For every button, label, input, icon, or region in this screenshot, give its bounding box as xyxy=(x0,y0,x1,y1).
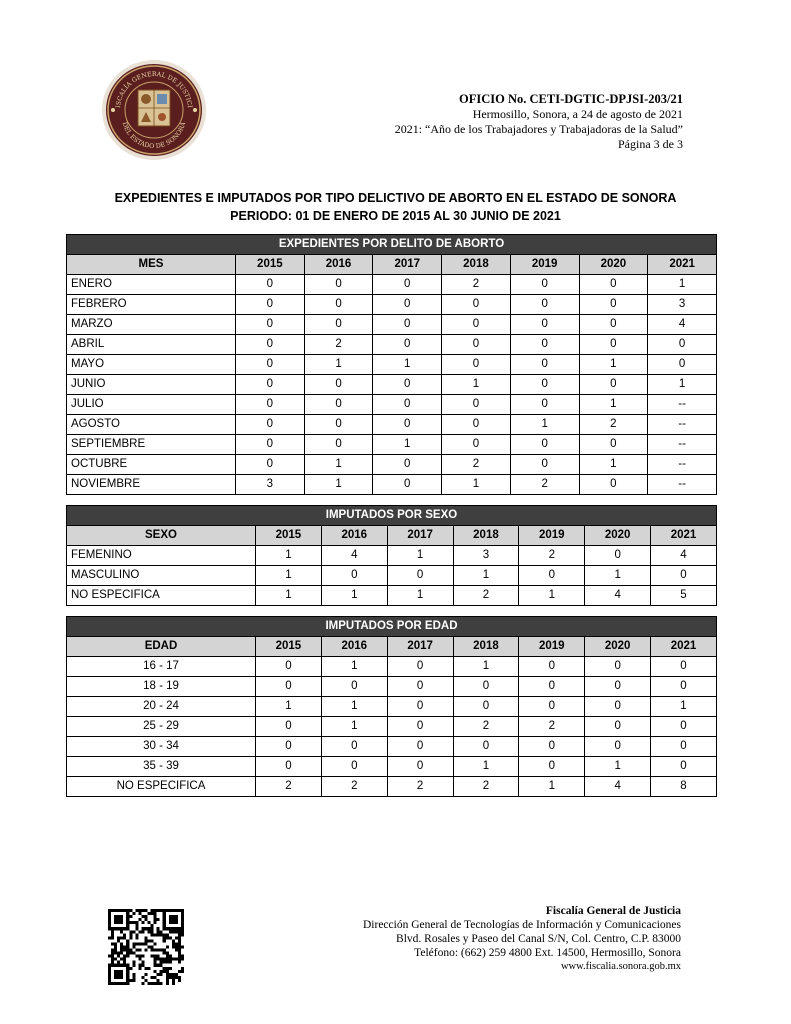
table-cell: 0 xyxy=(442,395,511,415)
table-cell: 1 xyxy=(579,355,648,375)
year-header: 2017 xyxy=(387,526,453,546)
qr-code xyxy=(108,909,184,985)
table-row xyxy=(67,315,717,335)
table-cell: 0 xyxy=(510,395,579,415)
table-cell: 0 xyxy=(510,355,579,375)
table-cell: 1 xyxy=(373,435,442,455)
table-cell: 1 xyxy=(519,586,585,606)
row-label: NOVIEMBRE xyxy=(67,475,236,495)
table-cell: 1 xyxy=(579,395,648,415)
table-cell: 2 xyxy=(256,777,322,797)
column-header: EDAD xyxy=(67,637,256,657)
table-cell: 0 xyxy=(510,435,579,455)
place-date: Hermosillo, Sonora, a 24 de agosto de 2021 xyxy=(472,107,683,121)
table-cell: 5 xyxy=(651,586,717,606)
table-cell: 0 xyxy=(442,415,511,435)
table-cell: 0 xyxy=(442,355,511,375)
table-cell: 1 xyxy=(648,375,717,395)
table-row xyxy=(67,335,717,355)
row-label: OCTUBRE xyxy=(67,455,236,475)
table-cell: 1 xyxy=(585,757,651,777)
row-label: MARZO xyxy=(67,315,236,335)
table-cell: 0 xyxy=(373,455,442,475)
table-cell: 0 xyxy=(373,315,442,335)
table-cell: 0 xyxy=(236,295,305,315)
table-row xyxy=(67,375,717,395)
imputados-sexo-table xyxy=(66,505,717,606)
table-cell: 0 xyxy=(304,415,373,435)
table-cell: 2 xyxy=(304,335,373,355)
table-cell: 0 xyxy=(256,757,322,777)
table-cell: 0 xyxy=(236,335,305,355)
table-cell: 0 xyxy=(387,697,453,717)
table-cell: 2 xyxy=(442,455,511,475)
table-cell: 0 xyxy=(304,395,373,415)
report-title-line1: EXPEDIENTES E IMPUTADOS POR TIPO DELICTIVO DE ABORTO EN EL ESTADO DE SONORA xyxy=(114,191,677,205)
table-cell: 0 xyxy=(585,697,651,717)
table-cell: 0 xyxy=(510,275,579,295)
table-cell: 0 xyxy=(651,737,717,757)
table-cell: 0 xyxy=(519,657,585,677)
table-cell: 2 xyxy=(442,275,511,295)
table-cell: 0 xyxy=(510,295,579,315)
svg-text:DEL ESTADO DE SONORA: DEL ESTADO DE SONORA xyxy=(120,121,188,151)
table-cell: 0 xyxy=(387,677,453,697)
year-header: 2017 xyxy=(373,255,442,275)
table-row xyxy=(67,697,717,717)
year-header: 2021 xyxy=(651,526,717,546)
table-cell: 0 xyxy=(321,757,387,777)
table-cell: 4 xyxy=(651,546,717,566)
report-title xyxy=(0,189,791,225)
table-row xyxy=(67,415,717,435)
table-row xyxy=(67,717,717,737)
table-cell: 0 xyxy=(585,717,651,737)
table-row xyxy=(67,737,717,757)
row-label: MASCULINO xyxy=(67,566,256,586)
table-cell: 0 xyxy=(579,335,648,355)
year-header: 2017 xyxy=(387,637,453,657)
table-row xyxy=(67,677,717,697)
table-cell: 2 xyxy=(453,717,519,737)
table-cell: 0 xyxy=(585,737,651,757)
table-cell: 0 xyxy=(373,475,442,495)
table-cell: 0 xyxy=(373,395,442,415)
year-header: 2016 xyxy=(321,526,387,546)
table-cell: 0 xyxy=(579,315,648,335)
year-header: 2020 xyxy=(585,637,651,657)
table-cell: 1 xyxy=(321,586,387,606)
table-cell: 1 xyxy=(256,546,322,566)
table-cell: 0 xyxy=(373,295,442,315)
table-cell: 0 xyxy=(519,697,585,717)
table-cell: 1 xyxy=(453,657,519,677)
table-cell: 0 xyxy=(442,435,511,455)
fiscalia-seal-logo xyxy=(100,58,208,162)
table-cell: 0 xyxy=(236,355,305,375)
table-cell: 0 xyxy=(387,717,453,737)
table-cell: 0 xyxy=(304,315,373,335)
row-label: JULIO xyxy=(67,395,236,415)
table-cell: 0 xyxy=(373,415,442,435)
table-cell: 1 xyxy=(510,415,579,435)
table-cell: 0 xyxy=(510,335,579,355)
table-cell: 0 xyxy=(519,737,585,757)
year-header: 2019 xyxy=(510,255,579,275)
row-label: 20 - 24 xyxy=(67,697,256,717)
table-row xyxy=(67,455,717,475)
footer-website: www.fiscalia.sonora.gob.mx xyxy=(560,961,681,972)
table-cell: 0 xyxy=(585,677,651,697)
table-cell: 0 xyxy=(579,275,648,295)
row-label: AGOSTO xyxy=(67,415,236,435)
table-cell: 1 xyxy=(648,275,717,295)
table-cell: 0 xyxy=(579,435,648,455)
table-cell: 2 xyxy=(579,415,648,435)
table-row xyxy=(67,275,717,295)
table-cell: -- xyxy=(648,475,717,495)
table-cell: 0 xyxy=(387,657,453,677)
table-cell: 0 xyxy=(387,566,453,586)
table-cell: 0 xyxy=(651,717,717,737)
table-cell: 0 xyxy=(651,677,717,697)
oficio-number: OFICIO No. CETI-DGTIC-DPJSI-203/21 xyxy=(459,92,683,106)
table-cell: 0 xyxy=(579,475,648,495)
table-cell: 2 xyxy=(321,777,387,797)
table-cell: 0 xyxy=(373,375,442,395)
table-cell: 0 xyxy=(373,275,442,295)
year-header: 2018 xyxy=(453,526,519,546)
row-label: NO ESPECIFICA xyxy=(67,777,256,797)
table-cell: 2 xyxy=(453,586,519,606)
table-cell: 0 xyxy=(453,697,519,717)
year-header: 2019 xyxy=(519,637,585,657)
table-cell: 0 xyxy=(236,375,305,395)
table-cell: 0 xyxy=(442,295,511,315)
table-cell: 1 xyxy=(256,566,322,586)
table-cell: 0 xyxy=(585,546,651,566)
year-header: 2019 xyxy=(519,526,585,546)
row-label: 35 - 39 xyxy=(67,757,256,777)
table-cell: 1 xyxy=(304,355,373,375)
table-cell: 0 xyxy=(648,335,717,355)
table-row xyxy=(67,777,717,797)
table-cell: 0 xyxy=(321,737,387,757)
row-label: JUNIO xyxy=(67,375,236,395)
table-cell: 0 xyxy=(304,375,373,395)
year-header: 2021 xyxy=(648,255,717,275)
table-cell: 0 xyxy=(304,435,373,455)
row-label: FEBRERO xyxy=(67,295,236,315)
imputados-edad-table xyxy=(66,616,717,797)
row-label: SEPTIEMBRE xyxy=(67,435,236,455)
table-banner: EXPEDIENTES POR DELITO DE ABORTO xyxy=(67,235,717,255)
table-cell: 0 xyxy=(236,315,305,335)
table-cell: 4 xyxy=(321,546,387,566)
table-cell: 0 xyxy=(651,657,717,677)
year-header: 2021 xyxy=(651,637,717,657)
table-cell: 0 xyxy=(651,566,717,586)
table-cell: 0 xyxy=(236,275,305,295)
table-cell: 2 xyxy=(519,717,585,737)
table-cell: 3 xyxy=(453,546,519,566)
table-cell: 0 xyxy=(519,677,585,697)
year-header: 2018 xyxy=(453,637,519,657)
footer-phone: Teléfono: (662) 259 4800 Ext. 14500, Hermosillo, Sonora xyxy=(414,947,681,959)
table-cell: 0 xyxy=(579,375,648,395)
row-label: NO ESPECIFICA xyxy=(67,586,256,606)
table-cell: 1 xyxy=(304,475,373,495)
column-header: MES xyxy=(67,255,236,275)
year-header: 2020 xyxy=(585,526,651,546)
svg-text:FISCALÍA GENERAL DE JUSTICIA: ISCALÍA GENERAL DE JUSTICI xyxy=(115,70,193,109)
table-cell: 3 xyxy=(648,295,717,315)
table-row xyxy=(67,657,717,677)
footer-org: Fiscalía General de Justicia xyxy=(545,905,681,917)
table-row xyxy=(67,566,717,586)
table-cell: 0 xyxy=(453,677,519,697)
table-cell: 1 xyxy=(453,757,519,777)
table-cell: -- xyxy=(648,435,717,455)
table-cell: 0 xyxy=(510,455,579,475)
year-motto: 2021: “Año de los Trabajadores y Trabajadoras de la Salud” xyxy=(394,122,683,136)
table-cell: 1 xyxy=(579,455,648,475)
table-cell: 0 xyxy=(321,566,387,586)
table-cell: 0 xyxy=(453,737,519,757)
table-cell: 0 xyxy=(510,315,579,335)
expedientes-table xyxy=(66,234,717,495)
document-header xyxy=(395,92,683,152)
year-header: 2016 xyxy=(304,255,373,275)
table-cell: 4 xyxy=(585,586,651,606)
table-row xyxy=(67,546,717,566)
row-label: ENERO xyxy=(67,275,236,295)
table-cell: 1 xyxy=(321,697,387,717)
year-header: 2018 xyxy=(442,255,511,275)
table-row xyxy=(67,295,717,315)
table-cell: 0 xyxy=(387,757,453,777)
table-cell: 2 xyxy=(453,777,519,797)
table-cell: -- xyxy=(648,455,717,475)
table-cell: 0 xyxy=(579,295,648,315)
table-cell: 0 xyxy=(519,566,585,586)
row-label: MAYO xyxy=(67,355,236,375)
table-cell: 1 xyxy=(256,586,322,606)
table-cell: 0 xyxy=(236,395,305,415)
table-cell: 0 xyxy=(519,757,585,777)
footer-direccion: Dirección General de Tecnologías de Información y Comunicaciones xyxy=(363,919,681,931)
table-cell: 8 xyxy=(651,777,717,797)
row-label: ABRIL xyxy=(67,335,236,355)
table-cell: 0 xyxy=(236,455,305,475)
table-cell: 1 xyxy=(321,717,387,737)
table-cell: 0 xyxy=(256,737,322,757)
table-cell: 2 xyxy=(510,475,579,495)
table-cell: 0 xyxy=(256,677,322,697)
table-cell: 0 xyxy=(510,375,579,395)
table-cell: 1 xyxy=(373,355,442,375)
table-cell: 1 xyxy=(442,475,511,495)
table-row xyxy=(67,395,717,415)
table-cell: 0 xyxy=(256,657,322,677)
table-cell: 1 xyxy=(651,697,717,717)
table-row xyxy=(67,435,717,455)
year-header: 2016 xyxy=(321,637,387,657)
table-cell: 4 xyxy=(648,315,717,335)
table-cell: 1 xyxy=(256,697,322,717)
table-cell: 1 xyxy=(387,546,453,566)
table-cell: 0 xyxy=(442,315,511,335)
row-label: 25 - 29 xyxy=(67,717,256,737)
page-number: Página 3 de 3 xyxy=(618,137,683,151)
table-cell: 0 xyxy=(304,295,373,315)
table-cell: 0 xyxy=(373,335,442,355)
table-cell: 0 xyxy=(387,737,453,757)
table-cell: -- xyxy=(648,415,717,435)
table-cell: 0 xyxy=(651,757,717,777)
table-cell: 0 xyxy=(585,657,651,677)
column-header: SEXO xyxy=(67,526,256,546)
table-cell: 4 xyxy=(585,777,651,797)
table-cell: 1 xyxy=(442,375,511,395)
table-cell: -- xyxy=(648,395,717,415)
table-cell: 0 xyxy=(236,415,305,435)
footer-address: Blvd. Rosales y Paseo del Canal S/N, Col. Centro, C.P. 83000 xyxy=(396,933,681,945)
document-footer xyxy=(363,904,681,974)
year-header: 2015 xyxy=(236,255,305,275)
table-banner: IMPUTADOS POR EDAD xyxy=(67,617,717,637)
table-cell: 0 xyxy=(236,435,305,455)
row-label: 30 - 34 xyxy=(67,737,256,757)
table-cell: 1 xyxy=(585,566,651,586)
year-header: 2015 xyxy=(256,526,322,546)
table-cell: 0 xyxy=(321,677,387,697)
year-header: 2020 xyxy=(579,255,648,275)
row-label: 18 - 19 xyxy=(67,677,256,697)
table-cell: 3 xyxy=(236,475,305,495)
table-cell: 0 xyxy=(304,275,373,295)
table-cell: 1 xyxy=(453,566,519,586)
table-cell: 1 xyxy=(519,777,585,797)
table-row xyxy=(67,355,717,375)
table-row xyxy=(67,757,717,777)
row-label: FEMENINO xyxy=(67,546,256,566)
table-cell: 1 xyxy=(321,657,387,677)
table-banner: IMPUTADOS POR SEXO xyxy=(67,506,717,526)
table-cell: 0 xyxy=(256,717,322,737)
table-cell: 2 xyxy=(519,546,585,566)
table-cell: 0 xyxy=(442,335,511,355)
table-cell: 0 xyxy=(648,355,717,375)
table-cell: 1 xyxy=(304,455,373,475)
table-cell: 2 xyxy=(387,777,453,797)
row-label: 16 - 17 xyxy=(67,657,256,677)
table-row xyxy=(67,475,717,495)
table-cell: 1 xyxy=(387,586,453,606)
report-period: PERIODO: 01 DE ENERO DE 2015 AL 30 JUNIO DE 2021 xyxy=(230,209,561,223)
year-header: 2015 xyxy=(256,637,322,657)
table-row xyxy=(67,586,717,606)
